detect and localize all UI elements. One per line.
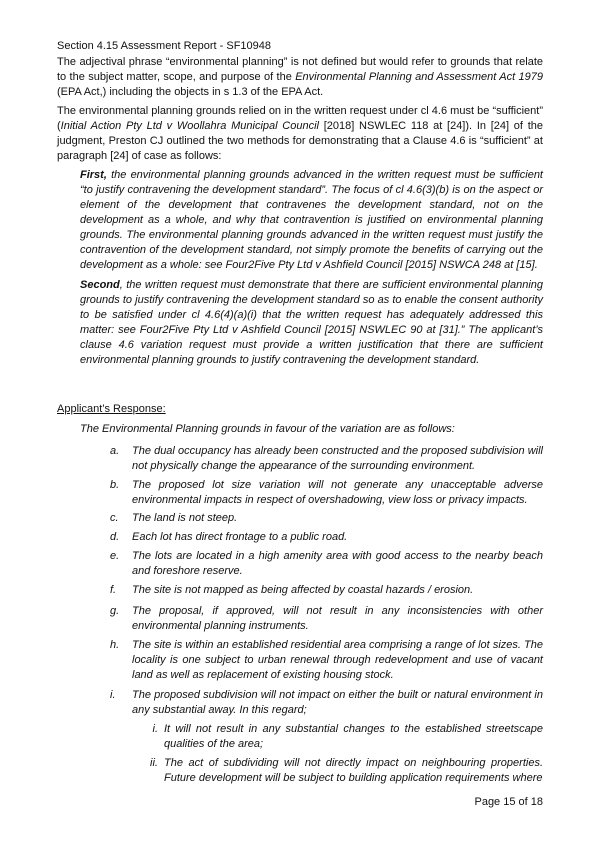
case-title: Initial Action Pty Ltd v Woollahra Municipal Council [60,120,319,132]
list-marker: a. [110,445,120,457]
list-item-text: The proposed lot size variation will not generate any unacceptable adverse environmental impacts in respect of overshadowing, view loss or privacy impacts. [132,479,543,506]
sub-list-item-text: It will not result in any substantial changes to the established streetscape qualities of the area; [164,723,543,750]
section-heading: Applicant’s Response: [57,403,166,415]
paragraph-text: [2018] NSWLEC 118 at [24]). In [24] of the judgment, Preston CJ outlined the two methods for demonstrating that a Clause 4.6 is “sufficient” at paragraph [24] of case as follows: [57,120,543,162]
list-item [110,530,543,545]
paragraph-text: The environmental planning grounds relied on in the written request under cl 4.6 must be “sufficient” ( [57,105,543,132]
quote-lead: First, [80,169,107,181]
sub-list-item [142,756,543,786]
list-item [110,478,543,508]
act-title: Environmental Planning and Assessment Act 1979 [295,71,543,83]
list-item [110,638,543,683]
list-item-text: The proposed subdivision will not impact on either the built or natural environment in any substantial away. In this regard; [132,689,543,716]
paragraph-text: (EPA Act,) including the objects in s 1.3 of the EPA Act. [57,86,324,98]
list-marker: e. [110,550,120,562]
list-marker: d. [110,531,120,543]
list-item-text: Each lot has direct frontage to a public road. [132,531,348,543]
list-item [110,604,543,634]
sub-list-marker: ii. [150,757,158,769]
list-item [110,444,543,474]
list-marker: b. [110,479,120,491]
quote-text: , the written request must demonstrate that there are sufficient environmental planning grounds to justify contravening the development standard so as to enable the consent authority to be satisfied under cl 4.6(4)(a)(i) that the written request has adequately addressed this matter: see Four2Five Pty Ltd v Ashfield Council [2015] NSWLEC 90 at [31].” The applicant’s clause 4.6 variation request must provide a written justification that there are sufficient environmental planning grounds to justify contravening the development standard. [80,279,543,366]
quote-text: the environmental planning grounds advanced in the written request must be sufficient “to justify contravening the development standard”. The focus of cl 4.6(3)(b) is on the aspect or element of the development that contravenes the development standard, not on the development as a whole, and why that contravention is justified on environmental planning grounds. The environmental planning grounds advanced in the written request must justify the contravention of the development standard, not simply promote the benefits of carrying out the development as a whole: see Four2Five Pty Ltd v Ashfield Council [2015] NSWCA 248 at [15]. [80,169,543,271]
list-item [110,583,543,598]
sub-list-item [142,722,543,752]
paragraph-definition [57,55,543,100]
list-item-text: The dual occupancy has already been constructed and the proposed subdivision will not physically change the appearance of the surrounding environment. [132,445,543,472]
sub-list-item-text: The act of subdividing will not directly impact on neighbouring properties. Future development will be subject to building application requirements where [164,757,543,784]
list-marker: f. [110,584,117,596]
list-item-text: The site is within an established residential area comprising a range of lot sizes. The locality is one subject to urban renewal through redevelopment and use of vacant land as well as replacement of existing housing stock. [132,639,543,681]
paragraph-sufficiency [57,104,543,164]
report-header: Section 4.15 Assessment Report - SF10948 [57,40,272,52]
quote-first [80,168,543,273]
list-item [110,549,543,579]
list-item-text: The proposal, if approved, will not result in any inconsistencies with other environmental planning instruments. [132,605,543,632]
list-marker: i. [110,689,116,701]
list-marker: c. [110,512,119,524]
list-item-text: The land is not steep. [132,512,238,524]
list-item-text: The lots are located in a high amenity area with good access to the nearby beach and foreshore reserve. [132,550,543,577]
page-number: Page 15 of 18 [474,796,543,808]
lead-in-text: The Environmental Planning grounds in favour of the variation are as follows: [80,423,455,435]
list-item [110,688,543,718]
list-item-text: The site is not mapped as being affected by coastal hazards / erosion. [132,584,474,596]
list-marker: g. [110,605,120,617]
list-marker: h. [110,639,120,651]
list-item [110,511,543,526]
sub-list-marker: i. [152,723,158,735]
quote-second [80,278,543,368]
quote-lead: Second [80,279,120,291]
paragraph-text: The adjectival phrase “environmental planning” is not defined but would refer to grounds that relate to the subject matter, scope, and purpose of the [57,56,543,83]
